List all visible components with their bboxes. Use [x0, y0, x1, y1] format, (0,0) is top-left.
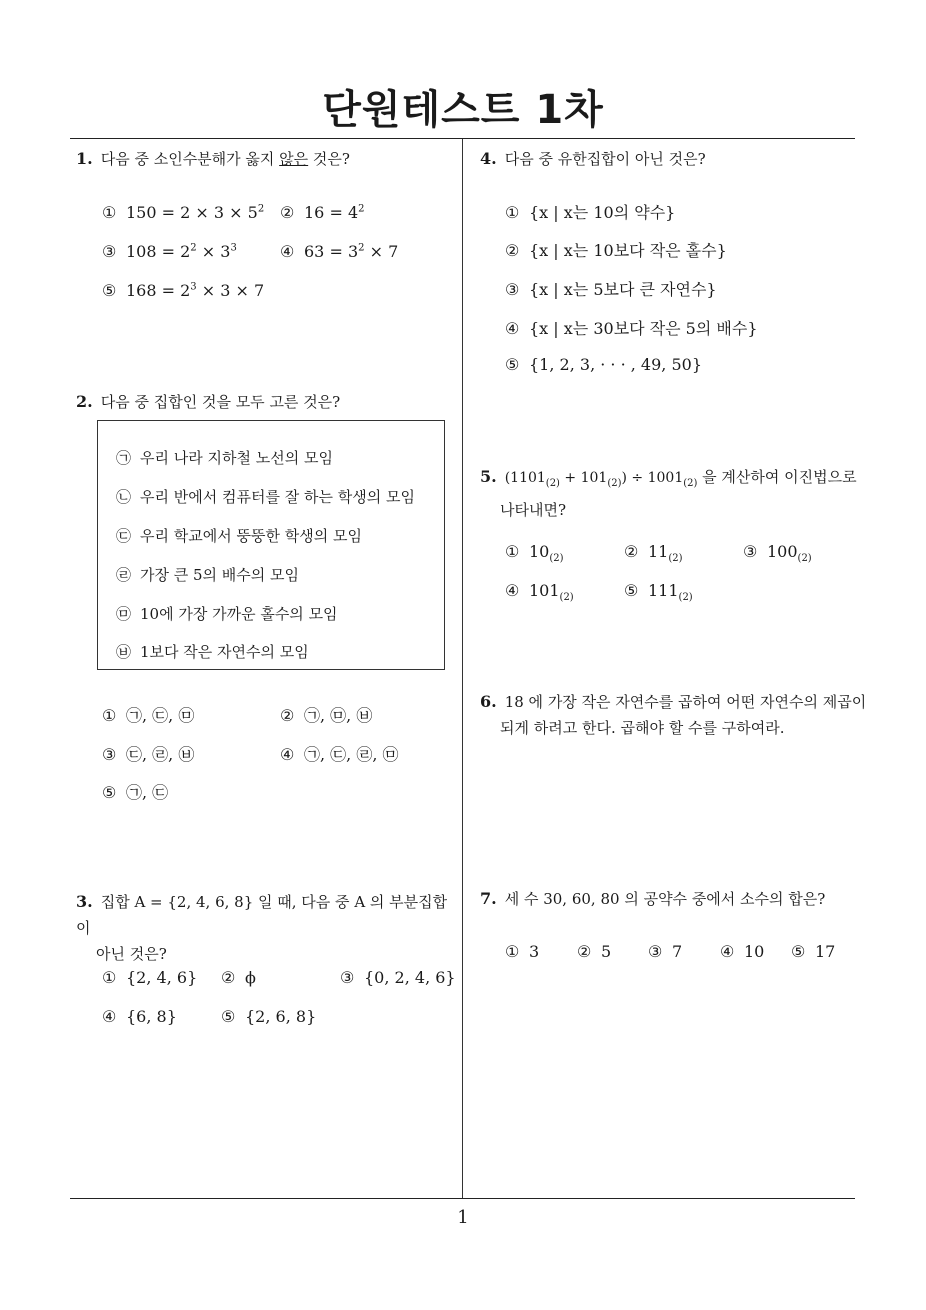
item-text: 10에 가장 가까운 홀수의 모임	[140, 605, 338, 623]
option-text: ㉠, ㉤, ㉥	[304, 706, 373, 725]
option-1[interactable]	[505, 542, 564, 564]
stem-line-1	[480, 689, 865, 715]
option-text: {x | x는 5보다 큰 자연수}	[529, 280, 717, 299]
option-mark: ③	[102, 745, 117, 764]
stem-line-1	[480, 464, 865, 497]
option-text: 111	[648, 581, 679, 600]
option-mark: ②	[280, 203, 295, 222]
option-mark: ⑤	[624, 581, 639, 600]
option-mark: ③	[340, 968, 355, 987]
option-text: $63 = 3^2 \times 7$	[304, 242, 399, 261]
question-stem	[101, 150, 350, 168]
option-3[interactable]	[743, 542, 812, 564]
option-mark: ④	[280, 745, 295, 764]
option-mark: ⑤	[791, 942, 806, 961]
base-subscript: (2)	[668, 553, 683, 565]
option-5[interactable]	[102, 780, 168, 803]
item-text: 가장 큰 5의 배수의 모임	[140, 566, 300, 584]
option-text: 10	[744, 942, 765, 961]
option-4[interactable]	[720, 942, 764, 961]
question-stem: 다음 중 유한집합이 아닌 것은?	[504, 150, 706, 168]
stem-line-1	[76, 889, 460, 941]
option-3[interactable]	[505, 277, 717, 300]
option-4[interactable]	[102, 1007, 177, 1026]
option-mark: ③	[505, 280, 520, 299]
box-item	[116, 603, 338, 624]
option-text: ㉠, ㉢	[126, 783, 169, 802]
option-mark: ①	[505, 203, 520, 222]
option-text: 11	[648, 542, 669, 561]
option-2[interactable]	[624, 542, 683, 564]
question-4	[480, 146, 860, 172]
option-2[interactable]	[221, 968, 256, 987]
stem-underlined: 않은	[279, 150, 309, 168]
option-text: {1, 2, 3, · · · , 49, 50}	[529, 355, 702, 374]
option-text: {x | x는 10보다 작은 홀수}	[529, 241, 727, 260]
option-mark: ⑤	[221, 1007, 236, 1026]
question-number: 7.	[480, 889, 497, 908]
option-text: 7	[672, 942, 683, 961]
stem-line-2: 나타내면?	[500, 500, 567, 519]
item-text: 우리 학교에서 뚱뚱한 학생의 모임	[140, 527, 362, 545]
option-4[interactable]	[505, 316, 758, 339]
item-text: 1보다 작은 자연수의 모임	[140, 643, 309, 661]
option-text: $168 = 2^3 \times 3 \times 7$	[126, 281, 265, 300]
option-5[interactable]	[624, 581, 693, 603]
question-2	[76, 389, 456, 415]
option-mark: ②	[280, 706, 295, 725]
option-text: {2, 4, 6}	[126, 968, 198, 987]
base-subscript: (2)	[549, 553, 564, 565]
item-mark: ㉠	[116, 449, 132, 467]
question-stem: 다음 중 집합인 것을 모두 고른 것은?	[100, 393, 341, 411]
page-number: 1	[457, 1207, 469, 1228]
base-subscript: (2)	[678, 592, 693, 604]
option-text: {2, 6, 8}	[245, 1007, 317, 1026]
option-text: ㉠, ㉢, ㉤	[126, 706, 195, 725]
stem-text: 것은?	[308, 150, 350, 168]
option-mark: ②	[221, 968, 236, 987]
question-number: 2.	[76, 392, 93, 411]
option-3[interactable]	[102, 242, 237, 261]
question-number: 4.	[480, 149, 497, 168]
option-mark: ⑤	[505, 355, 520, 374]
box-item	[116, 641, 309, 662]
option-4[interactable]	[280, 742, 399, 765]
option-4[interactable]	[505, 581, 574, 603]
option-5[interactable]	[102, 281, 264, 300]
base-subscript: (2)	[545, 477, 560, 489]
option-mark: ⑤	[102, 783, 117, 802]
base-subscript: (2)	[559, 592, 574, 604]
column-divider	[462, 139, 463, 1198]
question-number: 3.	[76, 892, 93, 911]
option-text: {0, 2, 4, 6}	[364, 968, 456, 987]
stem-text: 집합 A = {2, 4, 6, 8} 일 때, 다음 중 A 의 부분집합이	[76, 893, 448, 937]
box-item	[116, 447, 333, 468]
option-1[interactable]	[505, 942, 539, 961]
question-6	[480, 689, 865, 741]
option-text: ϕ	[245, 968, 256, 987]
expr-part: + 101	[559, 470, 608, 486]
option-1[interactable]	[102, 203, 264, 222]
stem-text: 다음 중 소인수분해가 옳지	[100, 150, 280, 168]
item-mark: ㉥	[116, 643, 132, 661]
base-subscript: (2)	[607, 477, 622, 489]
option-5[interactable]	[505, 355, 702, 374]
base-subscript: (2)	[797, 553, 812, 565]
option-mark: ④	[102, 1007, 117, 1026]
item-mark: ㉢	[116, 527, 132, 545]
option-mark: ④	[505, 319, 520, 338]
option-5[interactable]	[791, 942, 835, 961]
option-2[interactable]	[280, 703, 372, 726]
item-text: 우리 나라 지하철 노선의 모임	[140, 449, 333, 467]
option-text: {6, 8}	[126, 1007, 177, 1026]
option-2[interactable]	[505, 238, 727, 261]
question-5	[480, 464, 865, 523]
option-1[interactable]	[102, 968, 197, 987]
stem-text: 18 에 가장 작은 자연수를 곱하여 어떤 자연수의 제곱이	[504, 693, 867, 711]
option-text: $108 = 2^2 \times 3^3$	[126, 242, 237, 261]
option-mark: ①	[505, 942, 520, 961]
option-text: $150 = 2 \times 3 \times 5^2$	[126, 203, 265, 222]
stem-line-2: 아닌 것은?	[96, 945, 167, 963]
item-mark: ㉣	[116, 566, 132, 584]
option-1[interactable]	[102, 703, 194, 726]
option-mark: ④	[280, 242, 295, 261]
option-3[interactable]	[340, 968, 456, 987]
option-2[interactable]	[577, 942, 611, 961]
option-text: 100	[767, 542, 798, 561]
stem-line-2: 되게 하려고 한다. 곱해야 할 수를 구하여라.	[500, 719, 785, 737]
question-3	[76, 889, 460, 967]
statement-box	[97, 420, 445, 670]
option-2[interactable]	[280, 203, 365, 222]
page-title: 단원테스트 1차	[322, 87, 604, 133]
item-mark: ㉡	[116, 488, 132, 506]
question-7	[480, 886, 860, 912]
question-1	[76, 146, 456, 172]
option-mark: ③	[648, 942, 663, 961]
option-mark: ①	[102, 706, 117, 725]
option-mark: ②	[624, 542, 639, 561]
item-text: 우리 반에서 컴퓨터를 잘 하는 학생의 모임	[140, 488, 415, 506]
option-text: 101	[529, 581, 560, 600]
option-mark: ③	[102, 242, 117, 261]
option-3[interactable]	[102, 742, 194, 765]
question-number: 6.	[480, 692, 497, 711]
option-text: 10	[529, 542, 550, 561]
option-text: {x | x는 30보다 작은 5의 배수}	[529, 319, 758, 338]
option-1[interactable]	[505, 200, 675, 223]
expr-part: ) ÷ 1001	[621, 470, 684, 486]
question-stem: 세 수 30, 60, 80 의 공약수 중에서 소수의 합은?	[504, 890, 826, 908]
option-text: $16 = 4^2$	[304, 203, 365, 222]
option-text: ㉠, ㉢, ㉣, ㉤	[304, 745, 399, 764]
expr-part: (1101	[504, 470, 546, 486]
stem-expression	[504, 470, 698, 489]
question-number: 1.	[76, 149, 93, 168]
option-mark: ①	[102, 968, 117, 987]
option-text: ㉢, ㉣, ㉥	[126, 745, 195, 764]
option-mark: ③	[743, 542, 758, 561]
option-3[interactable]	[648, 942, 682, 961]
option-text: {x | x는 10의 약수}	[529, 203, 676, 222]
option-5[interactable]	[221, 1007, 316, 1026]
option-mark: ②	[505, 241, 520, 260]
option-mark: ⑤	[102, 281, 117, 300]
option-mark: ④	[505, 581, 520, 600]
base-subscript: (2)	[683, 477, 698, 489]
option-mark: ②	[577, 942, 592, 961]
item-mark: ㉤	[116, 605, 132, 623]
option-mark: ①	[505, 542, 520, 561]
box-item	[116, 486, 415, 507]
option-mark: ④	[720, 942, 735, 961]
bottom-rule	[70, 1198, 855, 1199]
option-text: 5	[601, 942, 612, 961]
option-mark: ①	[102, 203, 117, 222]
option-text: 17	[815, 942, 836, 961]
option-text: 3	[529, 942, 540, 961]
stem-text: 을 계산하여 이진법으로	[697, 468, 857, 486]
box-item	[116, 525, 362, 546]
box-item	[116, 564, 299, 585]
option-4[interactable]	[280, 242, 398, 261]
question-number: 5.	[480, 467, 497, 486]
